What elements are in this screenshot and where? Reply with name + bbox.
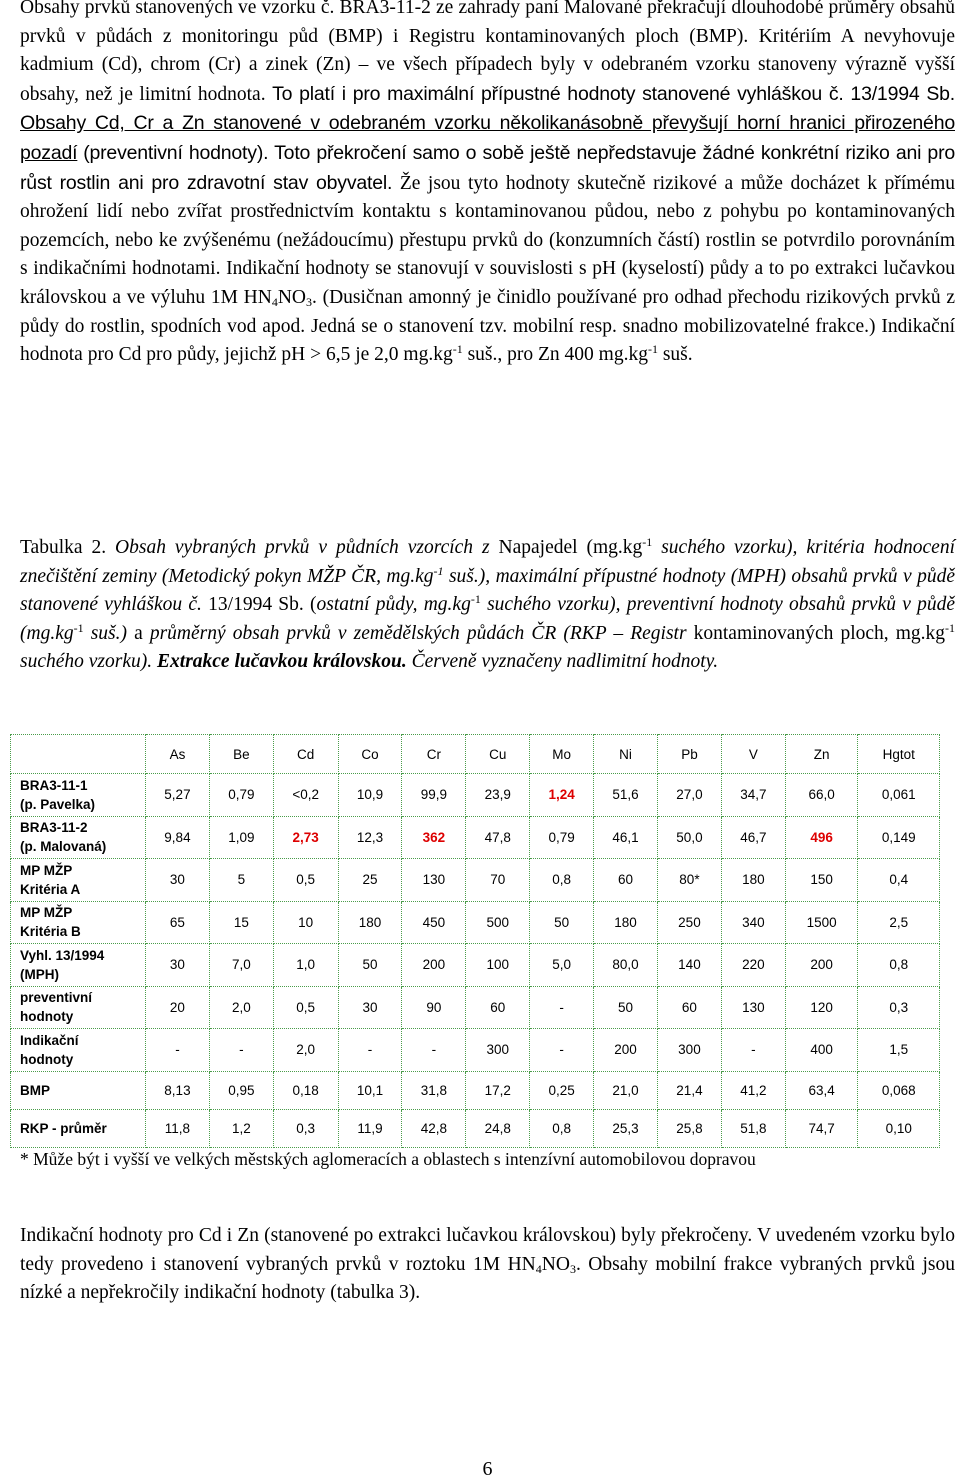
table-cell: 0,8	[530, 1109, 594, 1147]
row-label	[11, 901, 146, 944]
table-row	[11, 1109, 940, 1147]
table-cell: 5,27	[146, 774, 210, 817]
column-header: V	[721, 735, 785, 774]
row-label	[11, 986, 146, 1029]
row-label-line: Kritéria A	[20, 881, 81, 897]
table-corner-cell	[11, 735, 146, 774]
table-cell: 0,5	[273, 986, 338, 1029]
table-row	[11, 1029, 940, 1072]
table-cell: 2,0	[209, 986, 273, 1029]
superscript: -1	[642, 535, 653, 549]
table-cell: 25	[338, 859, 402, 902]
table-cell: 362	[402, 816, 466, 859]
table-cell: 300	[466, 1029, 530, 1072]
table-row	[11, 901, 940, 944]
table-cell: 60	[658, 986, 722, 1029]
table-cell: 12,3	[338, 816, 402, 859]
page-number: 6	[482, 1458, 493, 1480]
table-cell: 70	[466, 859, 530, 902]
superscript: -1	[647, 342, 658, 357]
table-cell: -	[721, 1029, 785, 1072]
table-cell: -	[530, 1029, 594, 1072]
table-cell: 2,0	[273, 1029, 338, 1072]
row-label	[11, 1109, 146, 1147]
column-header: As	[146, 735, 210, 774]
table-cell: 2,5	[858, 901, 940, 944]
column-header: Cd	[273, 735, 338, 774]
table-cell: 51,8	[721, 1109, 785, 1147]
caption-text: ostatní půdy, mg.kg	[316, 594, 471, 616]
table-cell: 50	[338, 944, 402, 987]
table-cell: 46,1	[594, 816, 658, 859]
table-cell: 24,8	[466, 1109, 530, 1147]
table-cell: 2,73	[273, 816, 338, 859]
row-label	[11, 774, 146, 817]
row-label-line: BMP	[20, 1082, 50, 1098]
table-cell: 130	[402, 859, 466, 902]
row-label-line: MP MŽP	[20, 862, 73, 878]
table-cell: 66,0	[785, 774, 858, 817]
caption-text: suchého vzorku), preventivní hodnoty obsahů prvků v půdě (mg.kg	[20, 594, 955, 644]
row-label-line: preventivní	[20, 990, 93, 1006]
para1-sentence-1: Obsahy prvků stanovených ve vzorku č. BRA3-11-2 ze zahrady paní Malované překračují dlouhodobé průměry obsahů prvků v půdách z monitoringu půd (BMP) i Registru kontaminovaných ploch (BMP). Kritériím A nevyhovuje kadmium (Cd), chrom (Cr) a zinek (Zn) – ve všech případech byly v odebraném vzorku stanoveny výrazně vyšší obsahy, než je limitní hodnota.	[20, 0, 955, 105]
table-cell: 31,8	[402, 1071, 466, 1109]
column-header: Be	[209, 735, 273, 774]
table-cell: 25,8	[658, 1109, 722, 1147]
table-cell: 60	[594, 859, 658, 902]
table-cell: 90	[402, 986, 466, 1029]
table-cell: 130	[721, 986, 785, 1029]
row-label-line: Indikační	[20, 1032, 79, 1048]
table-header-row	[11, 735, 940, 774]
row-label	[11, 944, 146, 987]
para1-underlined-text: Obsahy Cd, Cr a Zn stanovené v odebraném vzorku několikanásobně převyšují horní hranici přirozeného pozadí	[20, 112, 955, 164]
table-cell: 120	[785, 986, 858, 1029]
table-cell: 0,95	[209, 1071, 273, 1109]
para1-sentence-2: To platí i pro maximální přípustné hodnoty stanovené vyhláškou č. 13/1994 Sb.	[272, 82, 956, 105]
table-cell: 42,8	[402, 1109, 466, 1147]
row-label-line: Vyhl. 13/1994	[20, 947, 105, 963]
superscript: -1	[945, 620, 956, 635]
superscript: -1	[433, 563, 444, 578]
table-cell: 23,9	[466, 774, 530, 817]
table-cell: 8,13	[146, 1071, 210, 1109]
caption-text: suš.)	[90, 622, 127, 644]
row-label-line: RKP - průměr	[20, 1120, 107, 1136]
table-cell: 51,6	[594, 774, 658, 817]
para2-text-end: . Obsahy mobilní frakce vybraných prvků jsou nízké a nepřekročily indikační hodnoty (tabulka 3).	[20, 1253, 955, 1304]
para2-text: Indikační hodnoty pro Cd i Zn (stanovené po extrakci lučavkou královskou) byly překročeny. V uvedeném vzorku bylo tedy provedeno i stanovení vybraných prvků v roztoku 1M HN	[20, 1225, 955, 1275]
table-cell: 1,0	[273, 944, 338, 987]
table-cell: 80*	[658, 859, 722, 902]
table-cell: 0,10	[858, 1109, 940, 1147]
table-cell: 0,068	[858, 1071, 940, 1109]
column-header: Cu	[466, 735, 530, 774]
caption-label: Tabulka 2.	[20, 537, 107, 558]
table-cell: 30	[146, 859, 210, 902]
table-cell: 150	[785, 859, 858, 902]
table-cell: 340	[721, 901, 785, 944]
column-header: Zn	[785, 735, 858, 774]
element-content-table	[10, 734, 940, 1148]
para1-sentence-3: (preventivní hodnoty). Toto překročení samo o sobě ještě nepředstavuje žádné konkrétní riziko ani pro růst rostlin ani pro zdravotní stav obyvatel.	[20, 141, 956, 194]
para1-tail: suš., pro Zn 400 mg.kg	[462, 344, 648, 366]
column-header: Cr	[402, 735, 466, 774]
column-header: Mo	[530, 735, 594, 774]
row-label-line: hodnoty	[20, 1009, 74, 1025]
subscript: 4	[535, 1261, 542, 1276]
table-cell: 34,7	[721, 774, 785, 817]
superscript: -1	[73, 620, 84, 635]
caption-text: kontaminovaných ploch, mg.kg	[693, 622, 946, 644]
para1-formula: NO	[277, 286, 306, 308]
table-cell: 21,4	[658, 1071, 722, 1109]
table-cell: 11,8	[146, 1109, 210, 1147]
table-cell: 60	[466, 986, 530, 1029]
table-cell: 0,79	[530, 816, 594, 859]
table-footnote: * Může být i vyšší ve velkých městských aglomeracích a oblastech s intenzívní automobilovou dopravou	[20, 1149, 756, 1169]
caption-text: 13/1994 Sb. (	[208, 594, 317, 616]
table-cell: 0,5	[273, 859, 338, 902]
table-cell: 0,25	[530, 1071, 594, 1109]
table-cell: 0,79	[209, 774, 273, 817]
table-cell: 1,09	[209, 816, 273, 859]
caption-text: maximální přípustné hodnoty (MPH) obsahů prvků v půdě stanovené vyhláškou č.	[20, 565, 956, 616]
table-cell: 1,2	[209, 1109, 273, 1147]
table-cell: 25,3	[594, 1109, 658, 1147]
table-cell: 50,0	[658, 816, 722, 859]
paragraph-2	[20, 1222, 955, 1308]
table-cell: 300	[658, 1029, 722, 1072]
table-cell: 0,061	[858, 774, 940, 817]
table-cell: 220	[721, 944, 785, 987]
subscript: 3	[569, 1261, 576, 1276]
table-cell: 65	[146, 901, 210, 944]
table-cell: 41,2	[721, 1071, 785, 1109]
table-cell: 5,0	[530, 944, 594, 987]
table-cell: 30	[338, 986, 402, 1029]
table-cell: 50	[530, 901, 594, 944]
row-label-line: MP MŽP	[20, 905, 73, 921]
column-header: Co	[338, 735, 402, 774]
table-cell: -	[338, 1029, 402, 1072]
table-cell: 10,1	[338, 1071, 402, 1109]
row-label	[11, 1029, 146, 1072]
caption-text: Obsah vybraných prvků v půdních vzorcích z	[115, 537, 490, 558]
row-label	[11, 859, 146, 902]
table-cell: 496	[785, 816, 858, 859]
table-cell: 1500	[785, 901, 858, 944]
row-label	[11, 1071, 146, 1109]
table-cell: 15	[209, 901, 273, 944]
table-cell: 9,84	[146, 816, 210, 859]
table-row	[11, 1071, 940, 1109]
table-cell: 50	[594, 986, 658, 1029]
para1-sentence-4: Že jsou tyto hodnoty skutečně rizikové a může docházet k přímému ohrožení lidí nebo zvířat prostřednictvím kontaktu s kontaminovanou půdou, nebo z pohybu po kontaminovaných pozemcích, nebo ke zvýšenému (nežádoucímu) přestupu prvků do (konzumních částí) rostlin se potvrdilo porovnáním s indikačními hodnotami. Indikační hodnoty se stanovují v souvislosti s pH (kyselostí) půdy a to po extrakci lučavkou královskou a ve výluhu 1M HN	[20, 172, 955, 308]
table-cell: 200	[785, 944, 858, 987]
caption-text: a	[134, 622, 143, 644]
row-label-line: (p. Malovaná)	[20, 839, 107, 855]
table-cell: 21,0	[594, 1071, 658, 1109]
column-header: Hgtot	[858, 735, 940, 774]
caption-text: Červeně vyznačeny nadlimitní hodnoty.	[411, 651, 719, 673]
table-cell: -	[402, 1029, 466, 1072]
table-cell: 450	[402, 901, 466, 944]
table-cell: 7,0	[209, 944, 273, 987]
row-label-line: (MPH)	[20, 966, 59, 982]
table-cell: 0,3	[858, 986, 940, 1029]
table-cell: 1,24	[530, 774, 594, 817]
superscript: -1	[452, 342, 463, 357]
row-label-line: Kritéria B	[20, 924, 81, 940]
table-cell: 11,9	[338, 1109, 402, 1147]
table-cell: 0,149	[858, 816, 940, 859]
table-caption	[20, 534, 955, 677]
table-cell: -	[209, 1029, 273, 1072]
table-cell: 47,8	[466, 816, 530, 859]
table-cell: 180	[721, 859, 785, 902]
subscript: 3	[305, 294, 312, 309]
table-cell: 0,8	[530, 859, 594, 902]
row-label-line: hodnoty	[20, 1051, 74, 1067]
table-row	[11, 816, 940, 859]
caption-text: suchého vzorku).	[20, 651, 153, 673]
table-cell: 80,0	[594, 944, 658, 987]
table-cell: 63,4	[785, 1071, 858, 1109]
table-cell: 0,18	[273, 1071, 338, 1109]
table-cell: 0,4	[858, 859, 940, 902]
caption-text: suš.),	[448, 565, 491, 587]
table-cell: 250	[658, 901, 722, 944]
superscript: -1	[470, 592, 481, 607]
caption-text: průměrný obsah prvků v zemědělských půdách ČR (RKP – Registr	[149, 622, 687, 644]
paragraph-1	[20, 0, 955, 370]
row-label-line: BRA3-11-1	[20, 777, 88, 793]
table-cell: 1,5	[858, 1029, 940, 1072]
table-cell: -	[530, 986, 594, 1029]
column-header: Ni	[594, 735, 658, 774]
table-cell: 27,0	[658, 774, 722, 817]
table-cell: <0,2	[273, 774, 338, 817]
row-label	[11, 816, 146, 859]
caption-extraction: Extrakce lučavkou královskou.	[157, 651, 407, 673]
table-cell: 180	[338, 901, 402, 944]
para1-sentence-5: . (Dusičnan amonný je činidlo používané pro odhad přechodu rizikových prvků z půdy do rostlin, spodních vod apod. Jedná se o stanovení tzv. mobilní resp. snadno mobilizovatelné frakce.) Indikační hodnota pro Cd pro půdy, jejichž pH > 6,5 je 2,0 mg.kg	[20, 286, 955, 366]
table-cell: 100	[466, 944, 530, 987]
caption-text: Napajedel (mg.kg	[498, 537, 643, 558]
para1-tail-end: suš.	[657, 344, 693, 366]
table-cell: 200	[594, 1029, 658, 1072]
table-body	[11, 774, 940, 1148]
table-cell: 500	[466, 901, 530, 944]
column-header: Pb	[658, 735, 722, 774]
table-cell: 20	[146, 986, 210, 1029]
table-row	[11, 986, 940, 1029]
table-cell: -	[146, 1029, 210, 1072]
row-label-line: BRA3-11-2	[20, 820, 88, 836]
table-cell: 10	[273, 901, 338, 944]
table-cell: 140	[658, 944, 722, 987]
table-cell: 200	[402, 944, 466, 987]
subscript: 4	[271, 294, 278, 309]
table-cell: 74,7	[785, 1109, 858, 1147]
table-cell: 17,2	[466, 1071, 530, 1109]
table-cell: 400	[785, 1029, 858, 1072]
caption-text: suchého vzorku), kritéria hodnocení znečištění zeminy (Metodický pokyn MŽP ČR, mg.kg	[20, 537, 955, 587]
table-row	[11, 774, 940, 817]
table-cell: 10,9	[338, 774, 402, 817]
table-cell: 99,9	[402, 774, 466, 817]
table-row	[11, 859, 940, 902]
table-cell: 0,3	[273, 1109, 338, 1147]
table-cell: 46,7	[721, 816, 785, 859]
para2-formula: NO	[541, 1253, 570, 1275]
table-cell: 0,8	[858, 944, 940, 987]
row-label-line: (p. Pavelka)	[20, 796, 96, 812]
table-cell: 180	[594, 901, 658, 944]
table-cell: 30	[146, 944, 210, 987]
table-cell: 5	[209, 859, 273, 902]
table-row	[11, 944, 940, 987]
